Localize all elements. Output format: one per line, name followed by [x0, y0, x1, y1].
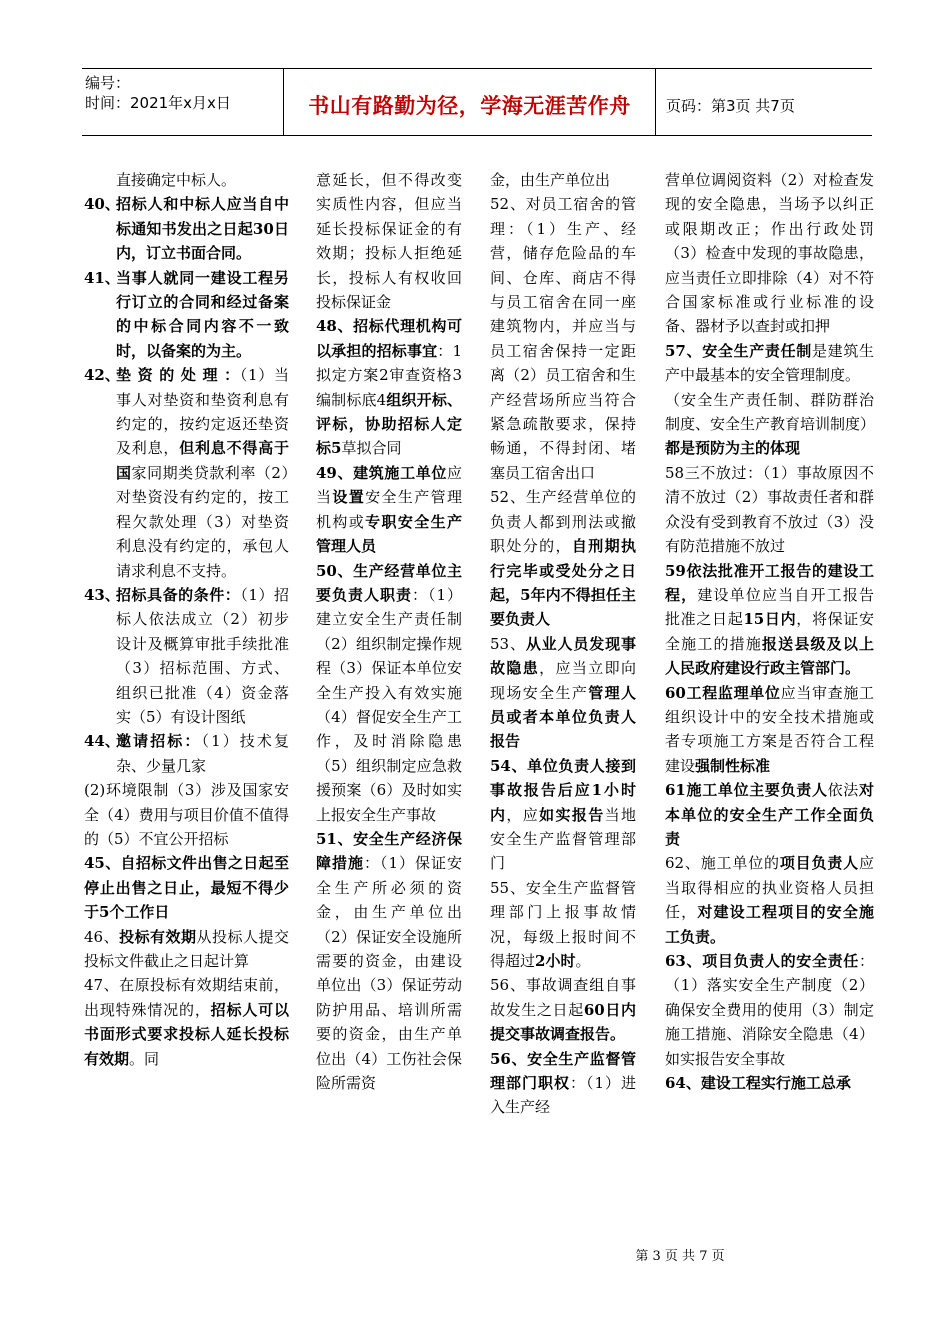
- text-run: ：（1）进入生产经: [490, 1074, 636, 1117]
- text-run: 家同期类贷款利率（2）对垫资没有约定的，按工程欠款处理（3）对垫资利息没有约定的，承包人请求利息不支持。: [116, 463, 289, 580]
- text-run: 。: [575, 952, 591, 970]
- item-40: [84, 192, 289, 265]
- paragraph-59: [665, 559, 874, 681]
- item-text: [116, 363, 289, 583]
- page-footer: [0, 1245, 950, 1264]
- emphasis: 对建设工程项目的安全施工负责。: [665, 903, 874, 946]
- item-44: [84, 729, 289, 778]
- text-run: 62、施工单位的: [665, 854, 780, 873]
- emphasis: 报送县级及以上人民政府建设行政主管部门。: [665, 634, 874, 678]
- text-run: 应当审查施工组织设计中的安全技术措施或者专项施工方案是否符合工程建设: [665, 683, 874, 775]
- item-number: 42、: [84, 366, 120, 385]
- paragraph-51: [316, 827, 462, 1095]
- paragraph-50: [316, 559, 462, 827]
- paragraph-46: [84, 925, 289, 974]
- emphasis: 54、单位负责人接到事故报告后应1小时内: [490, 756, 636, 824]
- item-heading: 招标具备的条件：: [116, 585, 241, 604]
- text-run: 从投标人提交投标文件截止之日起计算: [84, 927, 289, 970]
- emphasis: 管理人员或者本单位负责人报告: [490, 683, 636, 751]
- emphasis: 项目负责人: [779, 854, 859, 873]
- text-run: ：（1）保证安全生产所必须的资金，由生产单位出（2）保证安全设施所需要的资金，由建设单位出（3）保证劳动防护用品、培训所需要的资金，由生产单位出（4）工伤社会保险所需资: [316, 854, 462, 1093]
- item-number: 43、: [84, 585, 120, 604]
- column-1: [84, 168, 289, 1071]
- text-run: 依法: [827, 781, 859, 800]
- text-run: ：1拟定方案2审查资格3编制标底4: [316, 341, 462, 409]
- item-number: 40、: [84, 195, 120, 214]
- emphasis: 如实报告: [539, 805, 605, 824]
- emphasis: 但利息不得高于国: [116, 439, 289, 482]
- text-run: 草拟合同: [341, 439, 402, 458]
- emphasis: 50、生产经营单位主要负责人职责: [316, 561, 462, 604]
- emphasis: 15日内: [743, 610, 797, 629]
- text-run: （1）招标人依法成立（2）初步设计及概算审批手续批准（3）招标范围、方式、组织已批准（4）资金落实（5）有设计图纸: [116, 585, 289, 726]
- paragraph-52b: [490, 485, 636, 631]
- emphasis: 组织开标、评标，协助招标人定标5: [316, 390, 462, 458]
- text-run: ：（1）落实安全生产制度（2）确保安全费用的使用（3）制定施工措施、消除安全隐患（4）如实报告安全事故: [665, 952, 874, 1068]
- text-run: 53、: [490, 634, 526, 653]
- text-run: ，应当立即向现场安全生产: [490, 659, 636, 702]
- text-run: 安全生产管理机构或: [316, 488, 462, 531]
- paragraph: 意延长，但不得改变实质性内容，但应当延长投标保证金的有效期；投标人拒绝延长，投标人有权收回投标保证金: [316, 171, 462, 312]
- page-header: [82, 68, 872, 136]
- document-body: [84, 168, 874, 1248]
- text-run: ，将保证安全施工的措施: [665, 610, 874, 653]
- paragraph-48: [316, 314, 462, 460]
- emphasis: 对本单位的安全生产工作全面负责: [665, 781, 874, 848]
- text-run: 是建筑生产中最基本的安全管理制度。: [665, 341, 874, 385]
- emphasis: 设置: [332, 488, 366, 507]
- paragraph-58: 58三不放过：（1）事故原因不清不放过（2）事故责任者和群众没有受到教育不放过（3）没有防范措施不放过: [665, 463, 874, 556]
- text-run: ：（1）建立安全生产责任制（2）组织制定操作规程（3）保证本单位安全生产投入有效实施（4）督促安全生产工作，及时消除隐患（5）组织制定应急救援预案（6）及时如实上报安全生产事故: [316, 585, 462, 824]
- emphasis: 从业人员发现事故隐患: [490, 634, 636, 678]
- emphasis: 51、安全生产经济保障措施: [316, 829, 462, 873]
- emphasis: 招标人可以书面形式要求投标人延长投标有效期: [84, 1000, 289, 1068]
- column-2: [316, 168, 462, 1095]
- emphasis: 60工程监理单位: [665, 683, 781, 702]
- paragraph-49: [316, 461, 462, 559]
- paragraph-57b: [665, 388, 874, 461]
- emphasis: 强制性标准: [695, 756, 771, 775]
- item-heading: 邀请招标：: [116, 732, 202, 751]
- footer-page-number: 第 3 页 共 7 页: [635, 1249, 725, 1264]
- paragraph-60: [665, 681, 874, 779]
- paragraph: (2)环境限制（3）涉及国家安全（4）费用与项目价值不值得的（5）不宜公开招标: [84, 781, 289, 848]
- paragraph-56: [490, 973, 636, 1046]
- item-number: 41、: [84, 268, 120, 287]
- item-text: 当事人就同一建设工程另行订立的合同和经过备案的中标合同内容不一致时，以备案的为主。: [116, 268, 289, 360]
- text-run: 47、在原投标有效期结束前，出现特殊情况的，: [84, 976, 289, 1019]
- text-run: 建设单位应当自开工报告批准之日起: [665, 585, 874, 629]
- text-run: 46、: [84, 927, 120, 946]
- emphasis: 59依法批准开工报告的建设工程，: [665, 561, 874, 604]
- paragraph: 营单位调阅资料（2）对检查发现的安全隐患，当场予以纠正或限期改正；作出行政处罚（3）检查中发现的事故隐患，应当责任立即排除（4）对不符合国家标准或行业标准的设备、器材予以查封或扣押: [665, 171, 874, 336]
- emphasis: 63、项目负责人的安全责任: [665, 952, 859, 970]
- paragraph-55: [490, 876, 636, 974]
- paragraph-62: [665, 851, 874, 949]
- paragraph-61: [665, 778, 874, 851]
- emphasis: 61施工单位主要负责人: [665, 781, 828, 800]
- emphasis: 57、安全生产责任制: [665, 341, 812, 360]
- paragraph-57: [665, 339, 874, 388]
- emphasis: 2小时: [535, 952, 576, 970]
- text-run: 应当: [316, 463, 462, 507]
- paragraph-53: [490, 632, 636, 754]
- text-run: （1）当事人对垫资和垫资利息有约定的，按约定返还垫资及利息，: [116, 366, 289, 458]
- text-run: 55、安全生产监督管理部门上报事故情况，每级上报时间不得超过: [490, 878, 636, 970]
- item-text: 招标人和中标人应当自中标通知书发出之日起30日内，订立书面合同。: [116, 195, 289, 263]
- paragraph-64: 64、建设工程实行施工总承: [665, 1074, 851, 1093]
- paragraph-63: [665, 949, 874, 1071]
- item-text: [116, 729, 289, 778]
- emphasis: 49、建筑施工单位: [316, 463, 447, 482]
- header-page-number: 页码：第3页 共7页: [666, 96, 795, 115]
- header-meta: [82, 69, 284, 135]
- item-42: [84, 363, 289, 583]
- text-run: 应当取得相应的执业资格人员担任，: [665, 854, 874, 922]
- header-motto: 书山有路勤为径，学海无涯苦作舟: [284, 69, 656, 135]
- text-run: （1）技术复杂、少量几家: [116, 732, 289, 775]
- text-run: 52、生产经营单位的负责人都到刑法或撤职处分的，: [490, 488, 636, 556]
- paragraph: 金，由生产单位出: [490, 171, 611, 189]
- paragraph-47: [84, 973, 289, 1071]
- item-text: [116, 583, 289, 729]
- column-4: [665, 168, 874, 1095]
- item-43: [84, 583, 289, 729]
- paragraph-56b: [490, 1047, 636, 1120]
- paragraph-52: 52、对员工宿舍的管理：（1）生产、经营，储存危险品的车间、仓库、商店不得与员工宿舍在同一座建筑物内，并应当与员工宿舍保持一定距离（2）员工宿舍和生产经营场所应当符合紧急疏散要求，保持畅通，不得封闭、堵塞员工宿舍出口: [490, 195, 636, 482]
- text-run: 。同: [129, 1049, 160, 1068]
- item-41: [84, 266, 289, 364]
- document-date-label: 时间：2021年x月x日: [85, 94, 231, 112]
- emphasis: 48、招标代理机构可以承担的招标事宜: [316, 317, 462, 360]
- document-number-label: 编号：: [85, 74, 131, 92]
- emphasis: 自刑期执行完毕或受处分之日起，5年内不得担任主要负责人: [490, 537, 636, 629]
- emphasis: 专职安全生产管理人员: [316, 512, 462, 556]
- item-heading: 垫 资 的 处 理 ：: [116, 366, 240, 385]
- emphasis: 投标有效期: [119, 927, 197, 946]
- paragraph: 直接确定中标人。: [116, 171, 237, 189]
- emphasis: 都是预防为主的体现: [665, 439, 801, 458]
- emphasis: 56、安全生产监督管理部门职权: [490, 1049, 636, 1093]
- item-number: 44、: [84, 732, 120, 751]
- emphasis: 60日内提交事故调查报告。: [490, 1000, 636, 1044]
- text-run: 56、事故调查组自事故发生之日起: [490, 976, 636, 1019]
- column-3: [490, 168, 636, 1120]
- text-run: ，应: [506, 805, 540, 824]
- paragraph-54: [490, 754, 636, 876]
- text-run: （安全生产责任制、群防群治制度、安全生产教育培训制度）: [665, 390, 876, 434]
- text-run: 当地安全生产监督管理部门: [490, 805, 636, 873]
- paragraph-45: 45、自招标文件出售之日起至停止出售之日止，最短不得少于5个工作日: [84, 854, 289, 922]
